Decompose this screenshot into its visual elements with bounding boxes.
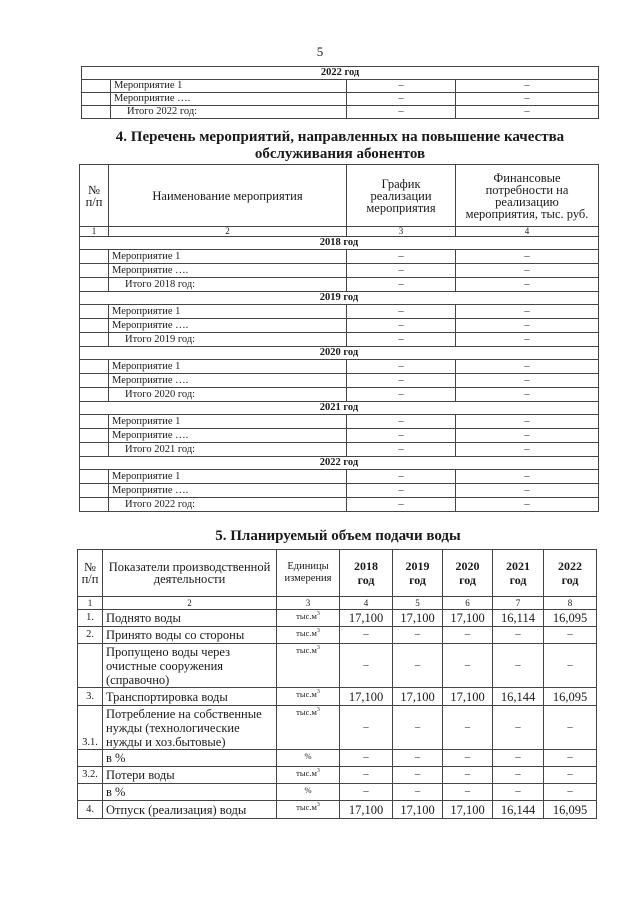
table-row: 4. Отпуск (реализация) воды $тыс.м^3$ 17,100 17,100 17,100 16,144 16,095 (78, 801, 597, 819)
header-year-2020: 2020 год (443, 550, 493, 597)
header-schedule: График реализации мероприятия (347, 165, 456, 227)
table-row: в % % – – – – – (78, 784, 597, 801)
table-row: Мероприятие 1 – – (82, 80, 599, 93)
section-4-title: 4. Перечень мероприятий, направленных на повышение качества обслуживания абонентов (115, 129, 565, 162)
table-row: в % % – – – – – (78, 750, 597, 767)
header-year-2021: 2021 год (493, 550, 544, 597)
page-number: 5 (316, 44, 324, 59)
table-row-total: Итого 2022 год: – – (80, 498, 599, 512)
year-header: 2021 год (80, 402, 599, 415)
table-row: Пропущено воды через очистные сооружения (справочно) $тыс.м^3$ – – – – – (78, 644, 597, 688)
table-row: Мероприятие …. – – (80, 429, 599, 443)
measures-table (79, 164, 599, 512)
header-finance: Финансовые потребности на реализацию мероприятия, тыс. руб. (456, 165, 599, 227)
header-year-2022: 2022 год (544, 550, 597, 597)
year-header: 2019 год (80, 292, 599, 305)
table-row-total: Итого 2018 год: – – (80, 278, 599, 292)
table-row-total: Итого 2021 год: – – (80, 443, 599, 457)
section-5-title: 5. Планируемый объем подачи воды (215, 528, 461, 544)
table-row: 3. Транспортировка воды $тыс.м^3$ 17,100 17,100 17,100 16,144 16,095 (78, 688, 597, 706)
table-row-total: Итого 2020 год: – – (80, 388, 599, 402)
table-row: Мероприятие 1 – – (80, 305, 599, 319)
header-year-2019: 2019 год (393, 550, 443, 597)
table-row: Мероприятие …. – – (80, 484, 599, 498)
header-unit: Единицы измерения (277, 550, 340, 597)
header-num: № п/п (78, 550, 103, 597)
table-row: Мероприятие …. – – (82, 93, 599, 106)
table-row: Мероприятие …. – – (80, 319, 599, 333)
year-header: 2018 год (80, 237, 599, 250)
year-header: 2022 год (82, 67, 599, 80)
table-row: Мероприятие 1 – – (80, 250, 599, 264)
header-name: Наименование мероприятия (109, 165, 347, 227)
header-row (80, 165, 599, 227)
year-header: 2020 год (80, 347, 599, 360)
table-row-total: Итого 2022 год: – – (82, 106, 599, 119)
table-row: Мероприятие …. – – (80, 374, 599, 388)
table-row: Мероприятие …. – – (80, 264, 599, 278)
table-row: 1. Поднято воды $тыс.м^3$ 17,100 17,100 17,100 16,114 16,095 (78, 610, 597, 627)
column-numbers-row: 1 2 3 4 5 6 7 8 (78, 597, 597, 610)
header-year-2018: 2018 год (340, 550, 393, 597)
table-row: 2. Принято воды со стороны $тыс.м^3$ – – – – – (78, 627, 597, 644)
table-row: Мероприятие 1 – – (80, 415, 599, 429)
water-supply-table (77, 549, 597, 819)
table-row: Мероприятие 1 – – (80, 470, 599, 484)
year-header: 2022 год (80, 457, 599, 470)
header-num: № п/п (80, 165, 109, 227)
header-row (78, 550, 597, 597)
table-row-total: Итого 2019 год: – – (80, 333, 599, 347)
table-row: 3.2. Потери воды $тыс.м^3$ – – – – – (78, 767, 597, 784)
top-continuation-table (81, 66, 599, 119)
header-indicator: Показатели производственной деятельности (103, 550, 277, 597)
column-numbers-row: 1 2 3 4 (80, 227, 599, 237)
table-row: Мероприятие 1 – – (80, 360, 599, 374)
table-row: 3.1. Потребление на собственные нужды (технологические нужды и хоз.бытовые) $тыс.м^3$ – – – – – (78, 706, 597, 750)
